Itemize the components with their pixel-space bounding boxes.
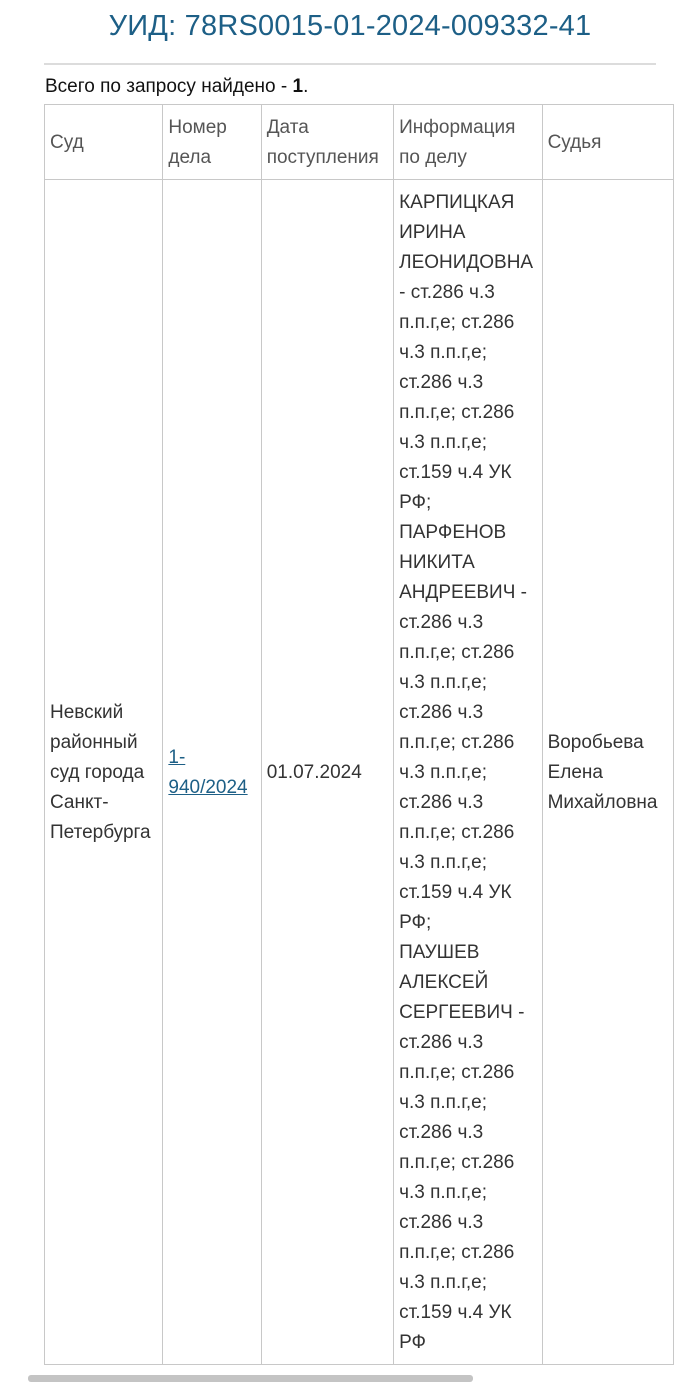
page-title: УИД: 78RS0015-01-2024-009332-41	[108, 10, 592, 42]
info-cell	[394, 180, 542, 1365]
results-summary	[45, 76, 308, 98]
defendant-info: ПАУШЕВ АЛЕКСЕЙ СЕРГЕЕВИЧ - ст.286 ч.3 п.п.г,е; ст.286 ч.3 п.п.г,е; ст.286 ч.3 п.п.г,е; ст.286 ч.3 п.п.г,е; ст.286 ч.3 п.п.г,е; ст.286 ч.3 п.п.г,е; ст.159 ч.4 УК РФ	[399, 942, 525, 1353]
defendant-info: КАРПИЦКАЯ ИРИНА ЛЕОНИДОВНА - ст.286 ч.3 п.п.г,е; ст.286 ч.3 п.п.г,е; ст.286 ч.3 п.п.г,е; ст.286 ч.3 п.п.г,е; ст.159 ч.4 УК РФ;	[399, 192, 534, 513]
judge-cell: Воробьева Елена Михайловна	[542, 180, 673, 1365]
title-divider	[44, 63, 656, 65]
summary-prefix: Всего по запросу найдено -	[45, 76, 293, 97]
summary-suffix: .	[303, 76, 309, 97]
case-number-cell	[163, 180, 261, 1365]
court-cell: Невский районный суд города Санкт-Петербурга	[45, 180, 163, 1365]
header-judge: Судья	[542, 105, 673, 180]
results-count: 1	[292, 76, 304, 97]
case-number-link[interactable]: 1-940/2024	[168, 747, 248, 798]
horizontal-scrollbar[interactable]	[28, 1375, 473, 1382]
results-table	[44, 104, 674, 1365]
header-date: Дата поступления	[261, 105, 393, 180]
date-cell: 01.07.2024	[261, 180, 393, 1365]
header-court: Суд	[45, 105, 163, 180]
header-info: Информация по делу	[394, 105, 542, 180]
header-case-number: Номер дела	[163, 105, 261, 180]
table-header-row	[45, 105, 674, 180]
table-row	[45, 180, 674, 1365]
defendant-info: ПАРФЕНОВ НИКИТА АНДРЕЕВИЧ - ст.286 ч.3 п.п.г,е; ст.286 ч.3 п.п.г,е; ст.286 ч.3 п.п.г,е; ст.286 ч.3 п.п.г,е; ст.286 ч.3 п.п.г,е; ст.286 ч.3 п.п.г,е; ст.159 ч.4 УК РФ;	[399, 522, 527, 933]
